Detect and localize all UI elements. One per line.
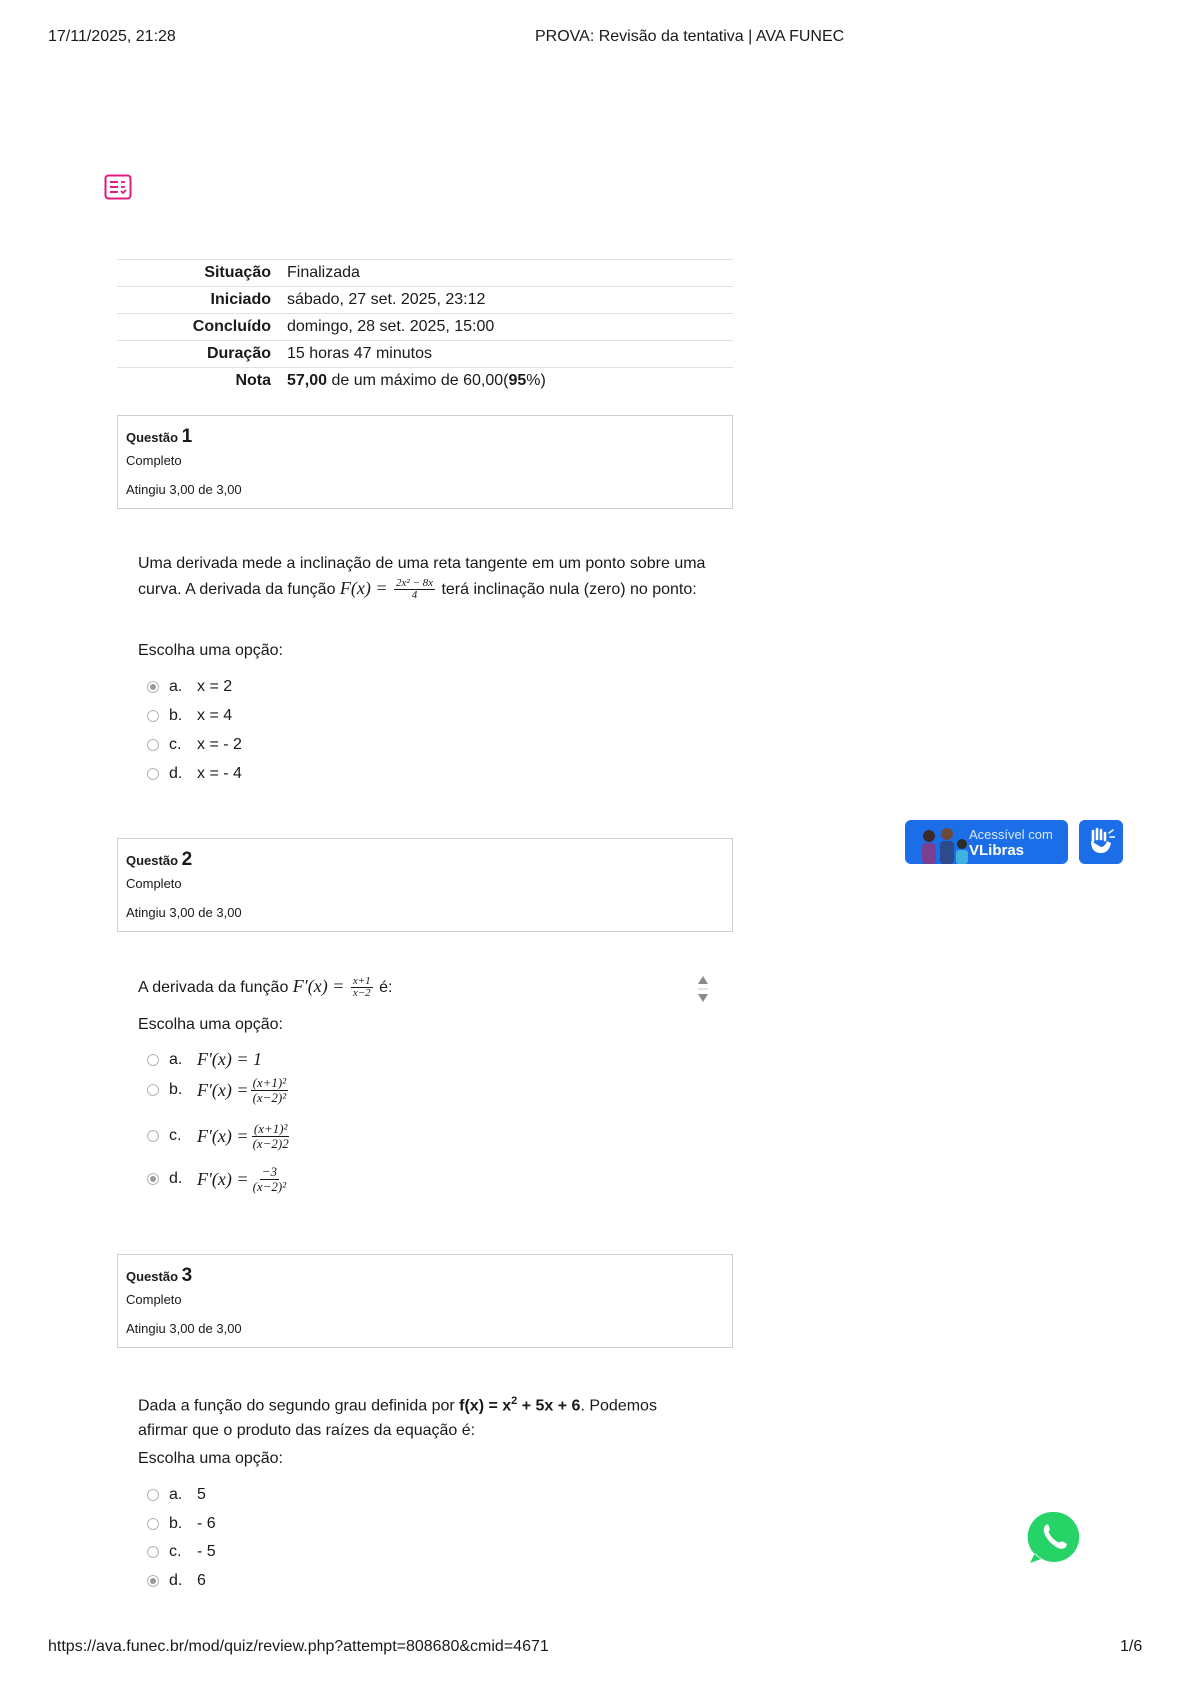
question-info-1 — [117, 415, 733, 509]
answer-option-d[interactable]: d. 6 — [147, 1572, 206, 1590]
answer-option-a[interactable]: a. F′(x) = 1 — [147, 1049, 262, 1070]
question-grade: Atingiu 3,00 de 3,00 — [126, 905, 242, 920]
summary-row — [117, 341, 733, 368]
choose-option-label: Escolha uma opção: — [138, 642, 283, 659]
choose-option-label: Escolha uma opção: — [138, 1016, 283, 1033]
avatars-icon — [913, 824, 971, 864]
grade-value: 57,00 de um máximo de 60,00(95%) — [279, 368, 733, 395]
whatsapp-button[interactable] — [1027, 1509, 1083, 1570]
question-grade: Atingiu 3,00 de 3,00 — [126, 482, 242, 497]
attempt-summary-table — [117, 259, 733, 394]
answer-option-b[interactable]: b. x = 4 — [147, 707, 232, 725]
answer-option-c[interactable]: c. x = - 2 — [147, 736, 242, 754]
answer-option-c[interactable]: c. - 5 — [147, 1543, 216, 1561]
radio-button[interactable] — [147, 1173, 159, 1185]
choose-option-label: Escolha uma opção: — [138, 1450, 283, 1467]
summary-value: domingo, 28 set. 2025, 15:00 — [279, 314, 733, 341]
radio-button[interactable] — [147, 1489, 159, 1501]
vlibras-hand-button[interactable] — [1079, 820, 1123, 864]
question-text-2: A derivada da função F′(x) = $\frac{x+1}{x-2}$ é: — [138, 974, 393, 1000]
radio-button[interactable] — [147, 768, 159, 780]
print-title: PROVA: Revisão da tentativa | AVA FUNEC — [535, 28, 845, 45]
question-grade: Atingiu 3,00 de 3,00 — [126, 1321, 242, 1336]
question-text-1: Uma derivada mede a inclinação de uma reta tangente em um ponto sobre uma curva. A derivada da função F(x) = $\frac{\text{2x² − 8x}}{4}$ terá inclinação nula (zero) no ponto: — [138, 555, 706, 602]
vlibras-banner-button[interactable] — [905, 820, 1068, 864]
radio-button[interactable] — [147, 1575, 159, 1587]
answer-option-c[interactable]: c. F′(x) = $\frac{\text{(x+1)²}}{(x-2)2}$ — [147, 1122, 293, 1150]
question-title: Questão 1 — [126, 426, 193, 447]
sign-language-hand-icon — [1087, 827, 1115, 857]
question-info-3 — [117, 1254, 733, 1348]
radio-button[interactable] — [147, 1130, 159, 1142]
print-page-number: 1/6 — [1120, 1638, 1143, 1655]
summary-row — [117, 260, 733, 287]
answer-option-d[interactable]: d. F′(x) = $\frac{-3}{\text{(x−2)²}}$ — [147, 1165, 290, 1193]
print-datetime: 17/11/2025, 21:28 — [48, 28, 176, 45]
radio-button[interactable] — [147, 1054, 159, 1066]
summary-row — [117, 314, 733, 341]
radio-button[interactable] — [147, 739, 159, 751]
vlibras-line2: VLibras — [969, 842, 1025, 859]
quiz-icon — [104, 174, 132, 205]
answer-option-b[interactable]: b. - 6 — [147, 1515, 216, 1533]
sort-arrows-icon[interactable] — [697, 975, 709, 1008]
question-state: Completo — [126, 876, 182, 891]
summary-label: Concluído — [117, 314, 279, 341]
summary-value: sábado, 27 set. 2025, 23:12 — [279, 287, 733, 314]
summary-value: Finalizada — [279, 260, 733, 287]
question-state: Completo — [126, 1292, 182, 1307]
summary-label: Iniciado — [117, 287, 279, 314]
radio-button[interactable] — [147, 1084, 159, 1096]
summary-label: Duração — [117, 341, 279, 368]
radio-button[interactable] — [147, 710, 159, 722]
question-info-2 — [117, 838, 733, 932]
radio-button[interactable] — [147, 1518, 159, 1530]
answer-option-b[interactable]: b. F′(x) = $\frac{\text{(x+1)²}}{\text{(x−2)²}}$ — [147, 1076, 290, 1104]
summary-label: Nota — [117, 368, 279, 395]
summary-value: 15 horas 47 minutos — [279, 341, 733, 368]
question-title: Questão 3 — [126, 1265, 193, 1286]
whatsapp-icon — [1027, 1509, 1083, 1565]
answer-option-d[interactable]: d. x = - 4 — [147, 765, 242, 783]
radio-button[interactable] — [147, 681, 159, 693]
answer-option-a[interactable]: a. 5 — [147, 1486, 206, 1504]
summary-row — [117, 287, 733, 314]
summary-label: Situação — [117, 260, 279, 287]
print-footer-url: https://ava.funec.br/mod/quiz/review.php?attempt=808680&cmid=4671 — [48, 1638, 549, 1655]
question-title: Questão 2 — [126, 849, 193, 870]
summary-row — [117, 368, 733, 395]
question-text-3: Dada a função do segundo grau definida por $f(x) = x^2 + 5x + 6$. Podemos afirmar que o produto das raízes da equação é: — [138, 1395, 657, 1440]
answer-option-a[interactable]: a. x = 2 — [147, 678, 232, 696]
question-state: Completo — [126, 453, 182, 468]
vlibras-line1: Acessível com — [969, 827, 1053, 842]
radio-button[interactable] — [147, 1546, 159, 1558]
